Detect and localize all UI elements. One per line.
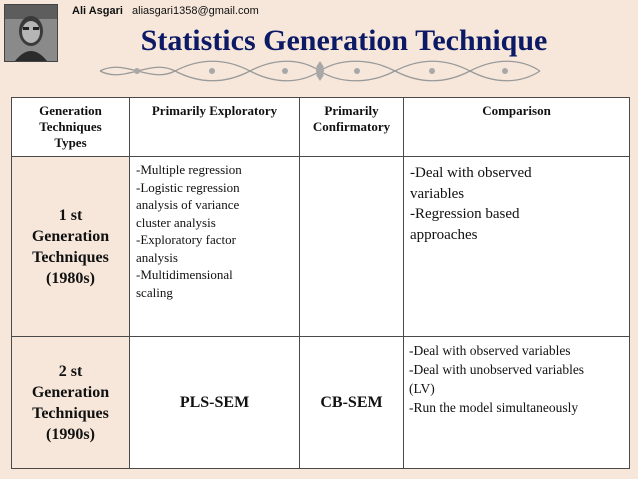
cb-sem-cell: CB-SEM (300, 337, 404, 469)
header-generation-types: Generation Techniques Types (12, 98, 130, 157)
page-title: Statistics Generation Technique (140, 24, 548, 57)
exploratory-methods-list: -Multiple regression -Logistic regression analysis of variance cluster analysis -Exploratory factor analysis -Multidimensional scaling (130, 157, 300, 337)
row-label-first-generation: 1 st Generation Techniques (1980s) (12, 157, 130, 337)
author-credit (72, 5, 259, 17)
row-label-second-generation: 2 st Generation Techniques (1990s) (12, 337, 130, 469)
header-comparison: Comparison (404, 98, 630, 157)
table-row (12, 157, 630, 337)
table-row (12, 337, 630, 469)
author-email[interactable]: aliasgari1358@gmail.com (132, 5, 259, 17)
generation-techniques-table (11, 97, 630, 469)
comparison-second-generation: -Deal with observed variables -Deal with unobserved variables (LV) -Run the model simultaneously (404, 337, 630, 469)
floral-divider-icon (95, 58, 545, 84)
table-header-row (12, 98, 630, 157)
header-confirmatory: Primarily Confirmatory (300, 98, 404, 157)
pls-sem-cell: PLS-SEM (130, 337, 300, 469)
author-name: Ali Asgari (72, 5, 123, 17)
header-exploratory: Primarily Exploratory (130, 98, 300, 157)
confirmatory-cell-empty (300, 157, 404, 337)
comparison-first-generation: -Deal with observed variables -Regression based approaches (404, 157, 630, 337)
